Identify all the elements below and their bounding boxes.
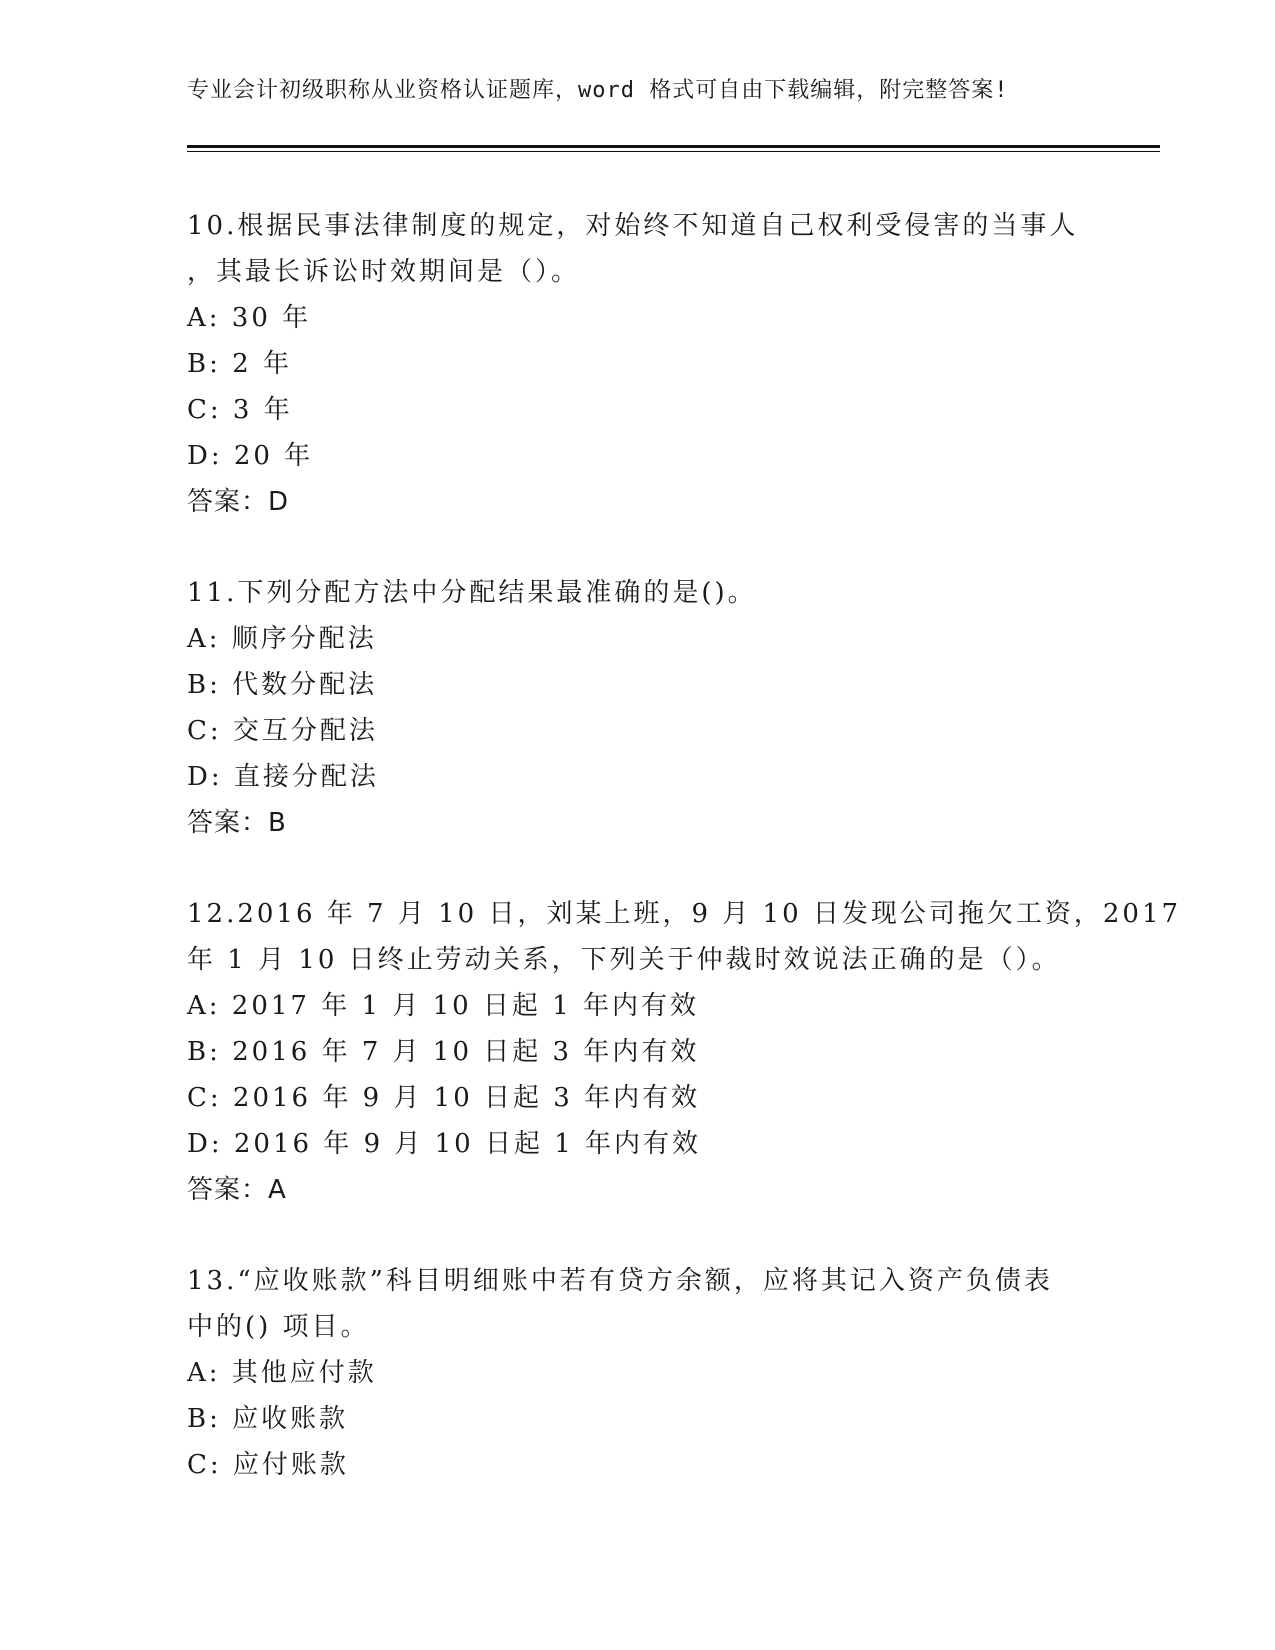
option-d: D: 直接分配法: [187, 762, 379, 792]
question-stem: ，其最长诉讼时效期间是（）。: [187, 257, 581, 287]
option-a: A: 其他应付款: [187, 1358, 377, 1388]
question-stem: 年 1 月 10 日终止劳动关系，下列关于仲裁时效说法正确的是（）。: [187, 945, 1061, 975]
option-b: B: 应收账款: [187, 1404, 349, 1434]
option-b: B: 2016 年 7 月 10 日起 3 年内有效: [187, 1037, 700, 1067]
option-d: D: 20 年: [187, 441, 314, 471]
question-stem: 中的() 项目。: [187, 1312, 370, 1342]
option-d: D: 2016 年 9 月 10 日起 1 年内有效: [187, 1129, 702, 1159]
option-c: C: 应付账款: [187, 1450, 349, 1480]
header-divider-thick: [187, 145, 1160, 148]
option-b: B: 代数分配法: [187, 670, 378, 700]
answer-text: 答案：D: [187, 487, 290, 517]
option-c: C: 3 年: [187, 395, 293, 425]
question-stem: 10.根据民事法律制度的规定，对始终不知道自己权利受侵害的当事人: [187, 211, 1079, 241]
question-13: [187, 1258, 1087, 1488]
answer-text: 答案：A: [187, 1175, 287, 1205]
question-stem: 11.下列分配方法中分配结果最准确的是()。: [187, 578, 757, 608]
option-c: C: 2016 年 9 月 10 日起 3 年内有效: [187, 1083, 701, 1113]
answer-text: 答案：B: [187, 808, 287, 838]
document-header: 专业会计初级职称从业资格认证题库，word 格式可自由下载编辑，附完整答案!: [187, 78, 1009, 103]
header-divider-thin: [187, 151, 1160, 152]
option-a: A: 顺序分配法: [187, 624, 377, 654]
question-12: [187, 891, 1182, 1213]
option-a: A: 2017 年 1 月 10 日起 1 年内有效: [187, 991, 699, 1021]
question-11: [187, 570, 1087, 846]
question-stem: 13.“应收账款”科目明细账中若有贷方余额，应将其记入资产负债表: [187, 1266, 1053, 1296]
option-a: A: 30 年: [187, 303, 312, 333]
question-10: [187, 203, 1087, 525]
option-c: C: 交互分配法: [187, 716, 378, 746]
option-b: B: 2 年: [187, 349, 292, 379]
question-stem: 12.2016 年 7 月 10 日，刘某上班，9 月 10 日发现公司拖欠工资，2017: [187, 899, 1182, 929]
question-list: [187, 203, 1182, 1533]
